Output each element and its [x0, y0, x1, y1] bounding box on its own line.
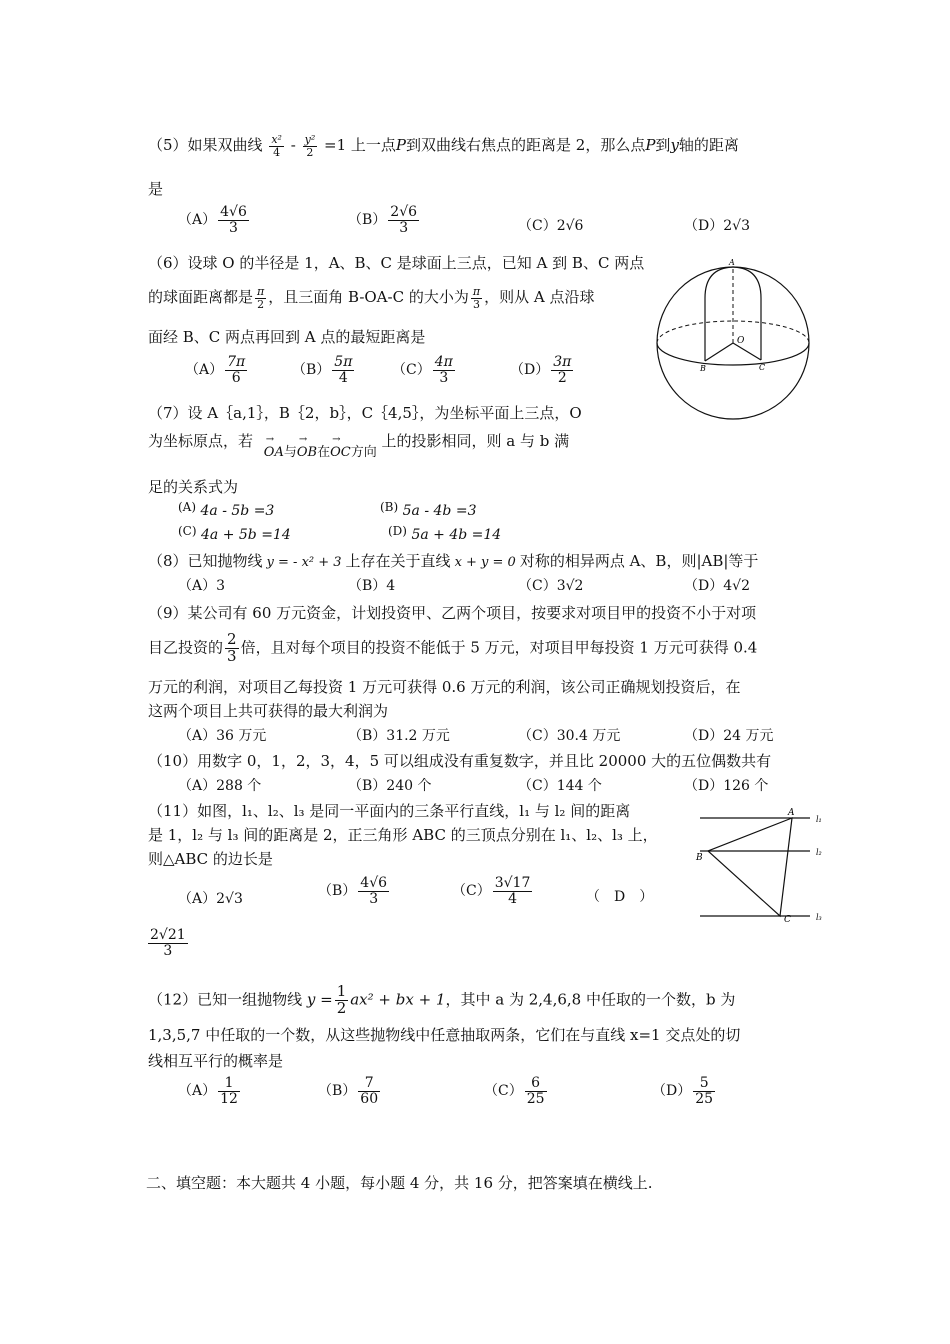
q12-option-a[interactable]: （A） $\frac{1}{12}$ — [178, 1075, 238, 1107]
q8-option-b[interactable]: （B）4 — [348, 578, 396, 594]
q11-option-a[interactable]: （A）2√3 — [178, 891, 243, 907]
q10-option-b[interactable]: （B）240 个 — [348, 778, 432, 794]
label-o: O — [737, 336, 745, 346]
q12-option-a-frac: $\frac{1}{12}$ — [220, 1075, 238, 1107]
q8-option-d[interactable]: （D）4√2 — [684, 578, 750, 594]
q5-frac-y: $\frac{\text{y²}}{2}$ — [304, 133, 316, 159]
q5-option-b-frac: $\frac{2√6}{3}$ — [390, 204, 418, 236]
q12-y: y = — [306, 990, 333, 1009]
triangle-abc — [708, 818, 792, 916]
q6-option-b[interactable]: （B） $\frac{5\pi}{4}$ — [292, 354, 353, 386]
q5-P: P — [395, 136, 406, 155]
label-l3: l₃ — [816, 913, 822, 922]
q6-sphere-figure — [648, 258, 818, 428]
q12-option-b[interactable]: （B） $\frac{7}{60}$ — [318, 1075, 379, 1107]
q7-vector-phrase: → OA与→ OB在→ OC方向 — [264, 445, 377, 460]
label-c: C — [759, 363, 766, 372]
q6-option-c-frac: $\frac{4\pi}{3}$ — [434, 354, 453, 386]
q12-stem-line3: 线相互平行的概率是 — [148, 1052, 284, 1070]
q5-option-d[interactable]: （D）2√3 — [684, 218, 750, 234]
q5-text: 如果双曲线 — [187, 136, 263, 155]
q5-option-a-frac: $\frac{4√6}{3}$ — [220, 204, 247, 236]
q5-text4: 到 — [655, 136, 671, 155]
q10-stem: （10）用数字 0，1，2，3，4，5 可以组成没有重复数字，并且比 20000 大的五位偶数共有 — [148, 752, 772, 770]
q6-option-d[interactable]: （D） $\frac{3\pi}{2}$ — [510, 354, 572, 386]
q9-frac: $\frac{2}{3}$ — [227, 630, 237, 665]
q9-stem-line4: 这两个项目上共可获得的最大利润为 — [148, 702, 389, 720]
q11-stem-line2: 是 1，l₂ 与 l₃ 间的距离是 2，正三角形 ABC 的三顶点分别在 l₁、l₂、l₃ 上， — [148, 826, 658, 844]
q10-option-c[interactable]: （C）144 个 — [518, 778, 602, 794]
q12-option-c[interactable]: （C） $\frac{6}{25}$ — [484, 1075, 545, 1107]
q8-option-a[interactable]: （A）3 — [178, 578, 226, 594]
q5-frac-x: $\frac{\text{x²}}{4}$ — [271, 133, 282, 159]
q7-stem-line2: 为坐标原点，若 → OA与→ OB在→ OC方向 上的投影相同，则 a 与 b 满 — [148, 430, 569, 451]
label-c: C — [784, 915, 791, 925]
q8-option-c[interactable]: （C）3√2 — [518, 578, 584, 594]
q8-stem: （8）已知抛物线 y = - x² + 3 上存在关于直线 x + y = 0 对称的相异两点 A、B，则|AB|等于 — [148, 552, 759, 570]
q11-option-d-value[interactable] — [146, 928, 190, 958]
q5-text3: 到双曲线右焦点的距离是 2，那么点 — [406, 136, 646, 155]
q6-option-a[interactable]: （A） $\frac{7\pi}{6}$ — [185, 354, 246, 386]
q6-option-c[interactable]: （C） $\frac{4\pi}{3}$ — [392, 354, 453, 386]
q10-option-d[interactable]: （D）126 个 — [684, 778, 769, 794]
q12-eq-tail: ax² + bx + 1 — [350, 990, 446, 1009]
section2-heading: 二、填空题：本大题共 4 小题，每小题 4 分，共 16 分，把答案填在横线上. — [146, 1174, 653, 1192]
q5-option-c[interactable]: （C）2√6 — [518, 218, 584, 234]
q5-text2: =1 上一点 — [324, 136, 396, 155]
q7-option-c[interactable]: (C) 4a + 5b =14 — [178, 524, 291, 543]
q11-option-c[interactable]: （C） $\frac{3√17}{4}$ — [452, 875, 531, 907]
q12-stem-line1: （12）已知一组抛物线 y = $\frac{1}{2}$ ax² + bx + 1，其中 a 为 2,4,6,8 中任取的一个数，b 为 — [148, 982, 736, 1017]
q6-option-b-frac: $\frac{5\pi}{4}$ — [334, 354, 353, 386]
q11-option-c-frac: $\frac{3√17}{4}$ — [494, 875, 531, 907]
q10-option-a[interactable]: （A）288 个 — [178, 778, 262, 794]
q6-frac-pi3: $\frac{\pi}{3}$ — [472, 285, 481, 311]
q5-y: y — [670, 136, 679, 155]
q9-option-c[interactable]: （C）30.4 万元 — [518, 728, 621, 744]
vector-ob: → OB — [297, 445, 317, 460]
vector-oc: → OC — [330, 445, 351, 460]
q11-option-d-frac: $\frac{2√21}{3}$ — [150, 927, 186, 959]
label-l2: l₂ — [816, 848, 822, 857]
q11-option-b-frac: $\frac{4√6}{3}$ — [360, 875, 388, 907]
q7-stem-line3: 足的关系式为 — [148, 478, 239, 496]
label-a: A — [729, 258, 735, 267]
q7-stem-line1: （7）设 A｛a,1｝，B｛2，b｝，C｛4,5｝，为坐标平面上三点，O — [148, 404, 582, 422]
q6-stem-line1: （6）设球 O 的半径是 1，A、B、C 是球面上三点，已知 A 到 B、C 两点 — [148, 254, 645, 272]
q12-option-d[interactable]: （D） $\frac{5}{25}$ — [652, 1075, 714, 1107]
q9-option-d[interactable]: （D）24 万元 — [684, 728, 774, 744]
q6-option-d-frac: $\frac{3\pi}{2}$ — [553, 354, 572, 386]
q6-frac-pi2: $\frac{\pi}{2}$ — [257, 285, 265, 311]
radius-ob — [705, 343, 733, 361]
q12-stem-line2: 1,3,5,7 中任取的一个数，从这些抛物线中任意抽取两条，它们在与直线 x=1 交点处的切 — [148, 1026, 741, 1044]
q11-stem-line1: （11）如图，l₁、l₂、l₃ 是同一平面内的三条平行直线，l₁ 与 l₂ 间的距离 — [148, 802, 631, 820]
q12-option-b-frac: $\frac{7}{60}$ — [360, 1075, 379, 1107]
q5-number: （5） — [148, 136, 188, 155]
q9-stem-line1: （9）某公司有 60 万元资金，计划投资甲、乙两个项目，按要求对项目甲的投资不小于对项 — [148, 604, 757, 622]
q5-minus: - — [290, 136, 296, 155]
q9-stem-line3: 万元的利润，对项目乙每投资 1 万元可获得 0.6 万元的利润，该公司正确规划投资后，在 — [148, 678, 741, 696]
q6-stem-line3: 面经 B、C 两点再回到 A 点的最短距离是 — [148, 328, 426, 346]
q11-stem-line3: 则△ABC 的边长是 — [148, 850, 273, 868]
q12-frac-half: $\frac{1}{2}$ — [336, 982, 347, 1017]
q7-option-b[interactable]: (B) 5a - 4b =3 — [380, 500, 477, 519]
q9-option-a[interactable]: （A）36 万元 — [178, 728, 267, 744]
q11-option-b[interactable]: （B） $\frac{4√6}{3}$ — [318, 875, 388, 907]
q9-option-b[interactable]: （B）31.2 万元 — [348, 728, 450, 744]
q6-option-a-frac: $\frac{7\pi}{6}$ — [227, 354, 246, 386]
q5-P2: P — [645, 136, 656, 155]
q12-option-c-frac: $\frac{6}{25}$ — [526, 1075, 545, 1107]
q11-triangle-figure — [692, 806, 832, 926]
arc-ab — [705, 267, 733, 361]
q5-text5: 轴的距离 — [678, 136, 739, 155]
q7-option-a[interactable]: (A) 4a - 5b =3 — [178, 500, 275, 519]
label-b: B — [696, 853, 703, 863]
q6-stem-line2: 的球面距离都是 $\frac{\pi}{2}$ ，且三面角 B-OA-C 的大小为 $\frac{\pi}{3}$ ，则从 A 点沿球 — [148, 285, 595, 311]
q12-option-d-frac: $\frac{5}{25}$ — [695, 1075, 714, 1107]
label-a: A — [788, 808, 795, 818]
q5-stem-line2: 是 — [148, 180, 164, 198]
label-l1: l₁ — [816, 815, 822, 824]
label-b: B — [700, 364, 706, 373]
q9-stem-line2: 目乙投资的 $\frac{2}{3}$ 倍，且对每个项目的投资不能低于 5 万元，对项目甲每投资 1 万元可获得 0.4 — [148, 630, 758, 665]
sphere-equator-front — [657, 343, 809, 365]
q5-option-b[interactable]: （B） $\frac{2√6}{3}$ — [348, 204, 418, 236]
q5-stem-line1 — [148, 134, 739, 158]
vector-oa: → OA — [264, 445, 284, 460]
q5-option-a[interactable]: （A） $\frac{4√6}{3}$ — [178, 204, 247, 236]
q11-option-d-label[interactable]: （ D ） — [586, 889, 654, 905]
q7-option-d[interactable]: (D) 5a + 4b =14 — [388, 524, 502, 543]
